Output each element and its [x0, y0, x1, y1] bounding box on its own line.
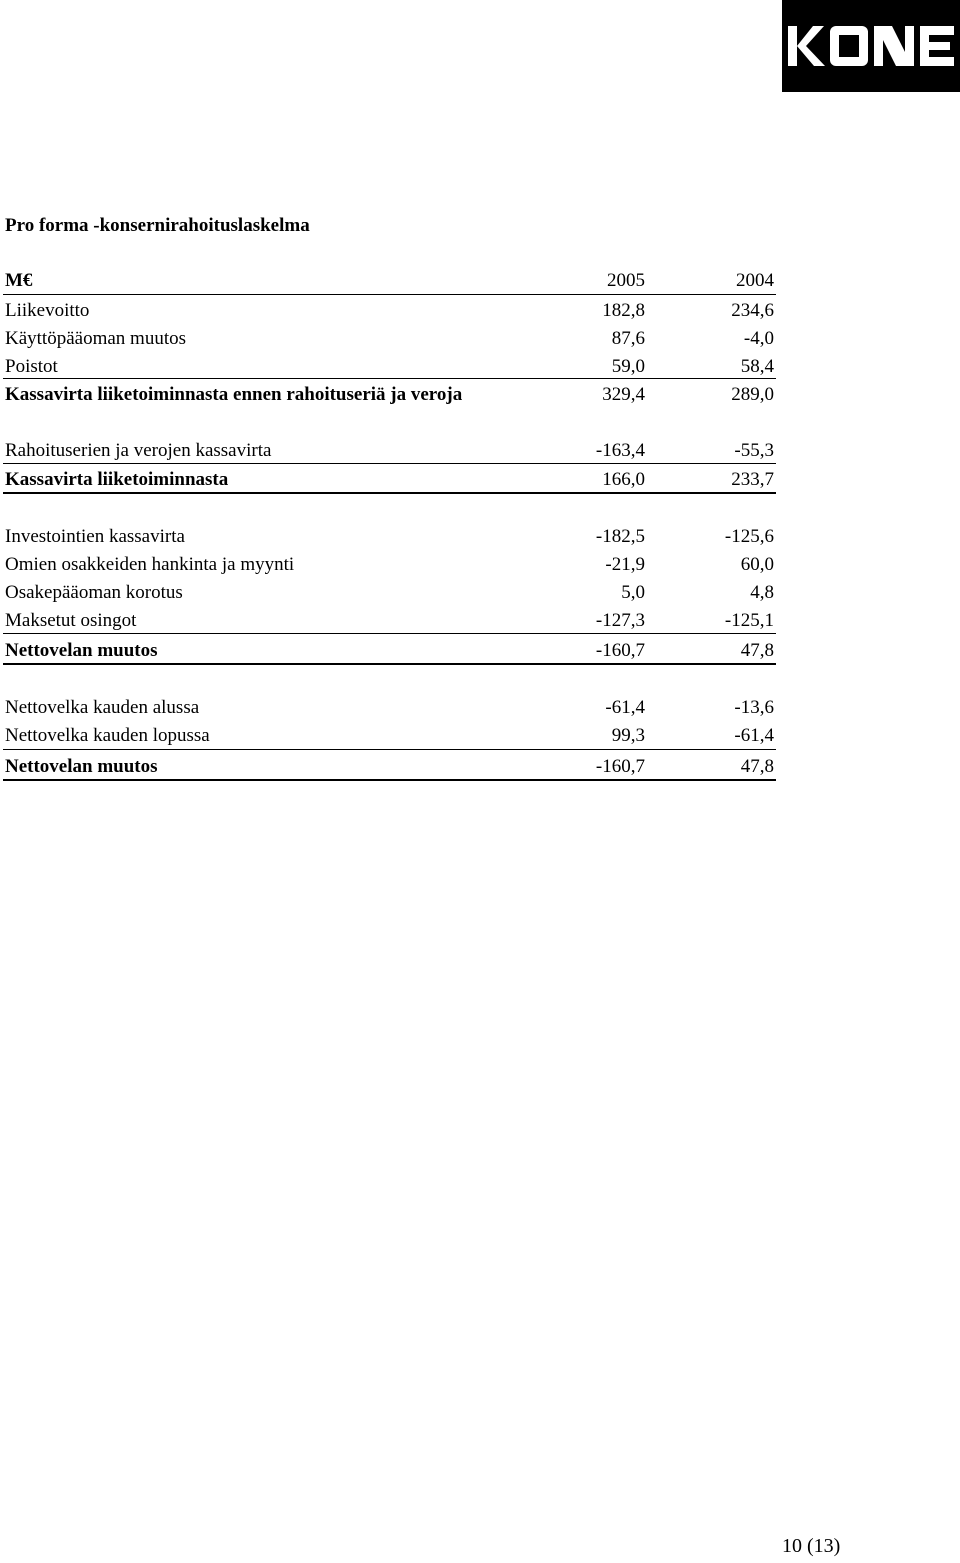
table-row — [3, 608, 776, 634]
value-2005: 166,0 — [602, 469, 645, 490]
header-divider — [3, 294, 776, 295]
row-label: Nettovelka kauden lopussa — [5, 725, 210, 746]
table-row — [3, 438, 776, 464]
value-2005: -61,4 — [605, 697, 645, 718]
value-2004: 58,4 — [740, 356, 774, 377]
table-row — [3, 723, 776, 749]
table-row — [3, 326, 776, 352]
kone-logo-mark — [782, 0, 960, 92]
row-label: Kassavirta liiketoiminnasta ennen rahoituseriä ja veroja — [5, 384, 463, 405]
currency-unit-label: M€ — [5, 270, 33, 291]
table-row — [3, 354, 776, 380]
value-2004: 234,6 — [731, 300, 774, 321]
value-2005: 182,8 — [602, 300, 645, 321]
value-2005: 99,3 — [611, 725, 645, 746]
value-2004: 47,8 — [740, 756, 774, 777]
row-label: Käyttöpääoman muutos — [5, 328, 186, 349]
table-row — [3, 580, 776, 606]
row-label: Kassavirta liiketoiminnasta — [5, 469, 229, 490]
table-row — [3, 754, 776, 780]
table-row — [3, 552, 776, 578]
table-row — [3, 467, 776, 493]
row-label: Nettovelan muutos — [5, 640, 158, 661]
subtotal-divider — [3, 633, 776, 634]
row-label: Nettovelka kauden alussa — [5, 697, 200, 718]
value-2004: -4,0 — [743, 328, 774, 349]
value-2004: -13,6 — [734, 697, 774, 718]
value-2005: -163,4 — [595, 440, 645, 461]
row-label: Rahoituserien ja verojen kassavirta — [5, 440, 272, 461]
value-2005: -160,7 — [595, 640, 645, 661]
page-number: 10 (13) — [782, 1535, 841, 1557]
column-header-2004: 2004 — [736, 270, 774, 291]
value-2004: 47,8 — [740, 640, 774, 661]
value-2004: -61,4 — [734, 725, 774, 746]
value-2004: -125,6 — [724, 526, 774, 547]
value-2005: 5,0 — [621, 582, 645, 603]
table-header-row — [3, 268, 776, 294]
value-2004: 233,7 — [731, 469, 774, 490]
value-2004: 289,0 — [731, 384, 774, 405]
table-row — [3, 695, 776, 721]
table-row — [3, 638, 776, 664]
table-row — [3, 524, 776, 550]
table-row — [3, 298, 776, 324]
value-2005: 87,6 — [611, 328, 645, 349]
subtotal-divider — [3, 378, 776, 379]
value-2004: 60,0 — [740, 554, 774, 575]
subtotal-divider — [3, 463, 776, 464]
row-label: Osakepääoman korotus — [5, 582, 183, 603]
table-row — [3, 382, 776, 408]
row-label: Nettovelan muutos — [5, 756, 158, 777]
value-2004: -55,3 — [734, 440, 774, 461]
total-divider — [3, 779, 776, 781]
value-2005: 59,0 — [611, 356, 645, 377]
column-header-2005: 2005 — [607, 270, 645, 291]
row-label: Liikevoitto — [5, 300, 90, 321]
value-2005: 329,4 — [602, 384, 645, 405]
value-2005: -127,3 — [595, 610, 645, 631]
document-title: Pro forma -konsernirahoituslaskelma — [5, 215, 310, 236]
row-label: Poistot — [5, 356, 58, 377]
row-label: Omien osakkeiden hankinta ja myynti — [5, 554, 295, 575]
row-label: Investointien kassavirta — [5, 526, 185, 547]
kone-logo — [782, 0, 960, 92]
value-2005: -21,9 — [605, 554, 645, 575]
value-2005: -160,7 — [595, 756, 645, 777]
subtotal-divider — [3, 749, 776, 750]
value-2004: 4,8 — [750, 582, 774, 603]
value-2004: -125,1 — [724, 610, 774, 631]
total-divider — [3, 492, 776, 494]
total-divider — [3, 663, 776, 665]
row-label: Maksetut osingot — [5, 610, 137, 631]
value-2005: -182,5 — [595, 526, 645, 547]
